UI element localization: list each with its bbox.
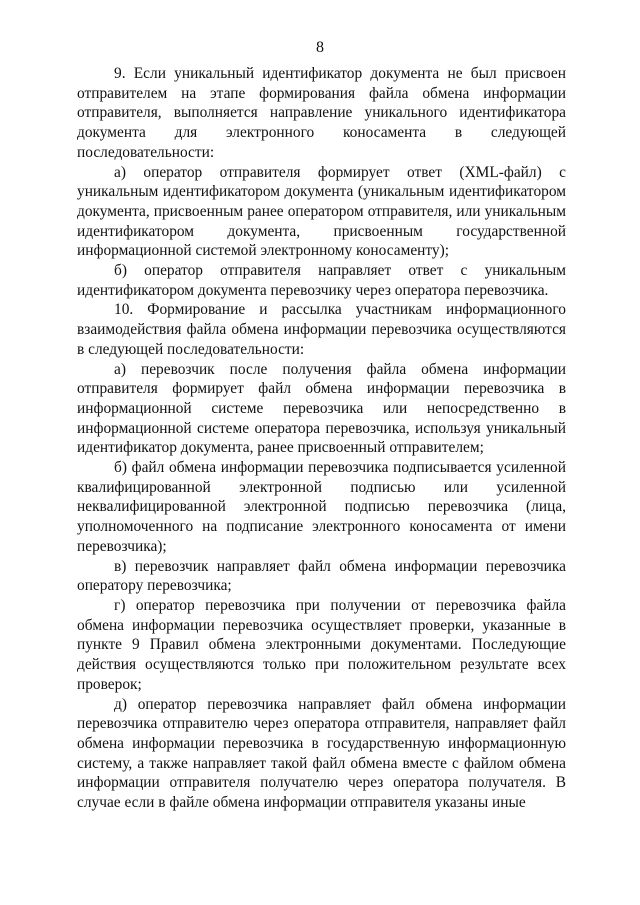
- document-body: [77, 64, 566, 813]
- paragraph-10-item-a: а) перевозчик после получения файла обмена информации отправителя формирует файл обмена информации перевозчика в информационной системе перевозчика или непосредственно в информационной системе оператора перевозчика, используя уникальный идентификатор документа, ранее присвоенный отправителем;: [77, 360, 566, 457]
- paragraph-9-item-a: а) оператор отправителя формирует ответ (XML-файл) с уникальным идентификатором документа (уникальным идентификатором документа, присвоенным ранее оператором отправителя, или уникальным идентификатором документа, присвоенным государственной информационной системой электронному коносаменту);: [77, 163, 566, 260]
- paragraph-10: 10. Формирование и рассылка участникам информационного взаимодействия файла обмена информации перевозчика осуществляются в следующей последовательности:: [77, 301, 566, 358]
- page-number: 8: [316, 39, 324, 56]
- paragraph-10-item-b: б) файл обмена информации перевозчика подписывается усиленной квалифицированной электронной подписью или усиленной неквалифицированной электронной подписью перевозчика (лица, уполномоченного на подписание электронного коносамента от имени перевозчика);: [77, 459, 566, 555]
- paragraph-9: 9. Если уникальный идентификатор документа не был присвоен отправителем на этапе формирования файла обмена информации отправителя, выполняется направление уникального идентификатора документа для электронного коносамента в следующей последовательности:: [77, 65, 566, 161]
- paragraph-9-item-b: б) оператор отправителя направляет ответ с уникальным идентификатором документа перевозчику через оператора перевозчика.: [77, 262, 566, 299]
- paragraph-10-item-g: г) оператор перевозчика при получении от перевозчика файла обмена информации перевозчика осуществляет проверки, указанные в пункте 9 Правил обмена электронными документами. Последующие действия осуществляются только при положительном результате всех проверок;: [77, 596, 566, 693]
- paragraph-10-item-d: д) оператор перевозчика направляет файл обмена информации перевозчика отправителю через оператора отправителя, направляет файл обмена информации перевозчика в государственную информационную систему, а также направляет такой файл обмена вместе с файлом обмена информации отправителя получателю через оператора получателя. В случае если в файле обмена информации отправителя указаны иные: [77, 695, 566, 812]
- paragraph-10-item-v: в) перевозчик направляет файл обмена информации перевозчика оператору перевозчика;: [77, 557, 566, 595]
